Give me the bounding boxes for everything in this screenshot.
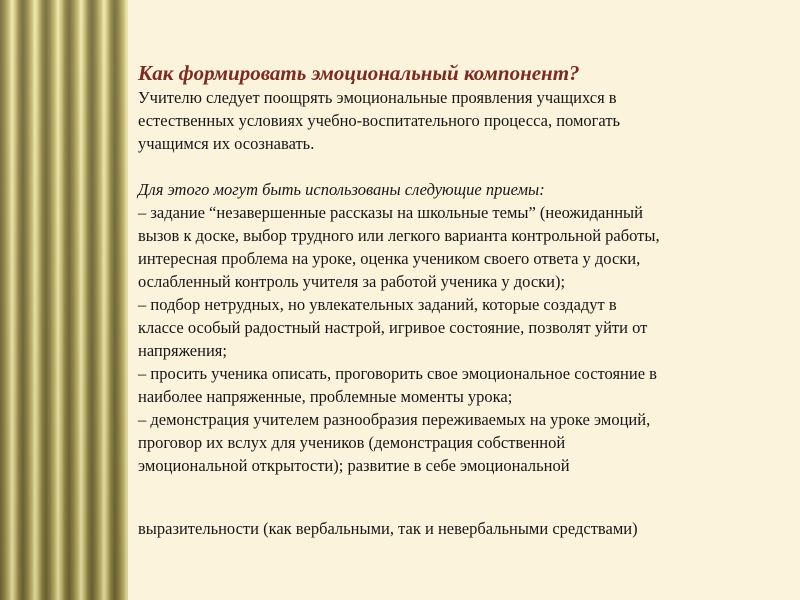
slide-content <box>138 60 778 540</box>
method-line: – задание “незавершенные рассказы на школьные темы” (неожиданный <box>138 203 643 222</box>
method-line: проговор их вслух для учеников (демонстрация собственной <box>138 433 566 452</box>
method-line: эмоциональной открытости); развитие в себе эмоциональной <box>138 456 570 475</box>
decorative-gold-border <box>0 0 128 600</box>
method-line: – демонстрация учителем разнообразия переживаемых на уроке эмоций, <box>138 410 651 429</box>
method-line: наиболее напряженные, проблемные моменты урока; <box>138 387 513 406</box>
closing-line: выразительности (как вербальными, так и невербальными средствами) <box>138 519 638 538</box>
method-line: вызов к доске, выбор трудного или легкого варианта контрольной работы, <box>138 226 660 245</box>
method-line: – подбор нетрудных, но увлекательных заданий, которые создадут в <box>138 295 617 314</box>
method-line: ослабленный контроль учителя за работой ученика у доски); <box>138 272 566 291</box>
paragraph-gap <box>138 477 778 517</box>
method-line: интересная проблема на уроке, оценка учеником своего ответа у доски, <box>138 249 641 268</box>
paragraph-gap <box>138 155 778 178</box>
intro-line: Учителю следует поощрять эмоциональные проявления учащихся в <box>138 88 617 107</box>
method-line: классе особый радостный настрой, игривое состояние, позволят уйти от <box>138 318 648 337</box>
slide-title: Как формировать эмоциональный компонент? <box>138 61 580 85</box>
method-line: – просить ученика описать, проговорить свое эмоциональное состояние в <box>138 364 657 383</box>
intro-paragraph <box>138 86 778 155</box>
methods-heading: Для этого могут быть использованы следующие приемы: <box>138 180 545 199</box>
method-line: напряжения; <box>138 341 227 360</box>
methods-list <box>138 201 778 477</box>
intro-line: учащимся их осознавать. <box>138 134 315 153</box>
intro-line: естественных условиях учебно-воспитательного процесса, помогать <box>138 111 621 130</box>
